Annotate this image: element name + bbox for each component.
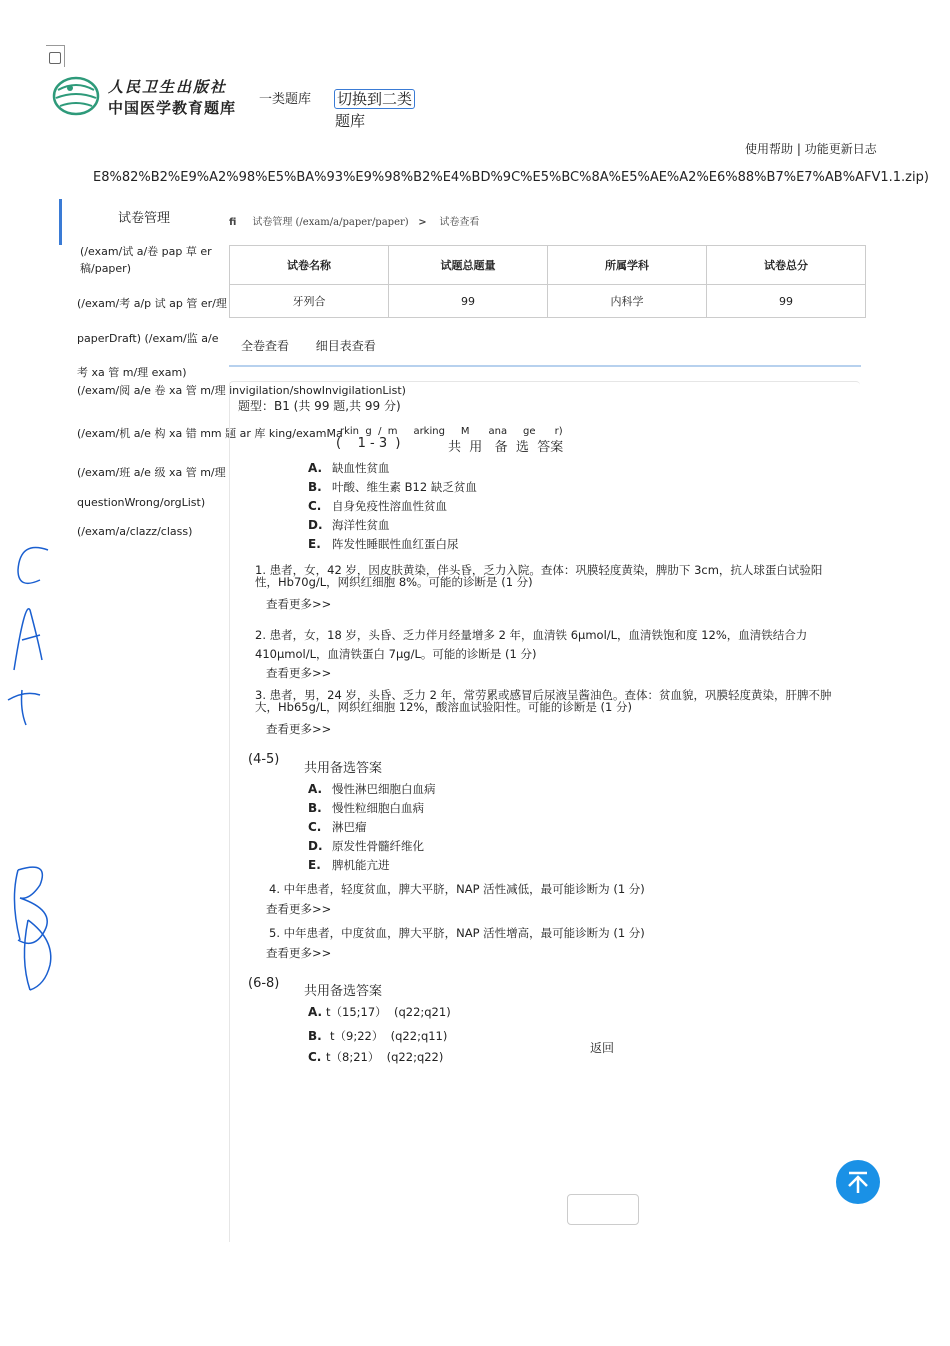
back-button[interactable]: 返回	[590, 1041, 615, 1055]
cell-total-score: 99	[707, 285, 866, 318]
handwriting-scribble	[0, 540, 70, 1000]
question-1: 1. 患者，女，42 岁，因皮肤黄染，伴头昏，乏力入院。查体：巩膜轻度黄染，脾肋下 3cm，抗人球蛋白试验阳性，Hb70g/L，网织红细胞 8%。可能的诊断是 (1 分)	[255, 563, 823, 589]
group1-option-e: E. 阵发性睡眠性血红蛋白尿	[308, 537, 459, 551]
window-checkbox[interactable]	[49, 52, 61, 64]
breadcrumb-paper-link[interactable]: 试卷管理 (/exam/a/paper/paper)	[252, 217, 409, 228]
group1-option-b: B. 叶酸、维生素 B12 缺乏贫血	[308, 480, 477, 494]
group3-range: (6-8)	[248, 976, 280, 991]
table-header-row	[230, 246, 866, 285]
group2-option-d: D. 原发性骨髓纤维化	[308, 839, 424, 853]
tab-detail-view[interactable]: 细目表查看	[315, 339, 376, 353]
group2-option-a: A. 慢性淋巴细胞白血病	[308, 782, 436, 796]
switch-bank-button[interactable]: 切换到二类	[334, 89, 415, 109]
back-to-top-button[interactable]	[836, 1160, 880, 1204]
cell-subject: 内科学	[548, 285, 707, 318]
view-tabs	[241, 337, 376, 354]
group2-option-c: C. 淋巴瘤	[308, 820, 367, 834]
sidebar-item-wrong-bank[interactable]: (/exam/机 a/e 构 xa 错 mm 题 ar 库 king/examMa	[77, 427, 343, 440]
tab-full-view[interactable]: 全卷查看	[241, 339, 290, 353]
logo-icon	[52, 76, 100, 116]
col-subject: 所属学科	[548, 246, 707, 285]
changelog-link[interactable]: 功能更新日志	[804, 142, 877, 156]
question-4: 4. 中年患者，轻度贫血，脾大平脐，NAP 活性减低，最可能诊断为 (1 分)	[269, 882, 645, 896]
group1-title: 共 用 备 选 答案	[448, 440, 564, 455]
more-link-q3[interactable]: 查看更多>>	[266, 722, 332, 736]
more-link-q2[interactable]: 查看更多>>	[266, 666, 332, 680]
garbled-text: rkin g / m arking M ana ge r)	[340, 426, 563, 437]
breadcrumb	[229, 213, 479, 228]
cell-paper-name: 牙列合	[230, 285, 389, 318]
group2-range: (4-5)	[248, 752, 280, 767]
group2-option-b: B. 慢性粒细胞白血病	[308, 801, 424, 815]
question-2: 2. 患者，女，18 岁，头昏、乏力伴月经量增多 2 年，血清铁 6μmol/L，血清铁饱和度 12%，血清铁结合力 410μmol/L，血清铁蛋白 7μg/L。可能的诊断是 (1 分)	[255, 628, 808, 661]
col-total-score: 试卷总分	[707, 246, 866, 285]
download-url-text[interactable]: E8%82%B2%E9%A2%98%E5%BA%93%E9%98%B2%E4%BD%9C%E5%BC%8A%E5%AE%A2%E6%88%B7%E7%AB%AFV1.1.zip)	[93, 170, 929, 185]
more-link-q1[interactable]: 查看更多>>	[266, 597, 332, 611]
more-link-q5[interactable]: 查看更多>>	[266, 946, 332, 960]
group1-option-c: C. 自身免疫性溶血性贫血	[308, 499, 447, 513]
group3-title: 共用备选答案	[304, 984, 383, 999]
group2-option-e: E. 脾机能亢进	[308, 858, 390, 872]
col-question-count: 试题总题量	[389, 246, 548, 285]
home-icon[interactable]: fi	[229, 217, 237, 228]
help-link[interactable]: 使用帮助	[745, 142, 794, 156]
cell-question-count: 99	[389, 285, 548, 318]
col-paper-name: 试卷名称	[230, 246, 389, 285]
group3-option-c: C. t（8;21） (q22;q22)	[308, 1050, 444, 1064]
breadcrumb-current: 试卷查看	[439, 217, 480, 228]
logo-product-text: 中国医学教育题库	[108, 99, 237, 117]
sidebar-item-invigilation[interactable]: 考 xa 管 m/理 exam)	[77, 366, 187, 379]
sidebar-item-paper[interactable]: (/exam/试 a/卷 pap 草 er	[80, 245, 212, 258]
more-link-q4[interactable]: 查看更多>>	[266, 902, 332, 916]
sidebar-item-exam-manage[interactable]: (/exam/考 a/p 试 ap 管 er/理	[77, 297, 227, 310]
current-bank-label: 一类题库	[259, 92, 312, 107]
arrow-up-icon	[836, 1160, 880, 1204]
sidebar-active-indicator	[59, 199, 62, 245]
sidebar-title[interactable]: 试卷管理	[118, 211, 171, 226]
table-row	[230, 285, 866, 318]
group3-option-b: B. t（9;22） (q22;q11)	[308, 1029, 448, 1043]
group2-title: 共用备选答案	[304, 761, 383, 776]
group1-range: ( 1 - 3 )	[336, 436, 401, 451]
tab-underline	[229, 365, 861, 367]
link-separator: |	[796, 142, 801, 156]
question-type-summary: 题型：B1 (共 99 题,共 99 分)	[238, 399, 401, 413]
pagination-box[interactable]	[567, 1194, 639, 1225]
sidebar-item-draft[interactable]: paperDraft) (/exam/监 a/e	[77, 332, 219, 345]
switch-bank-button-line2[interactable]: 题库	[335, 112, 366, 130]
group1-option-d: D. 海洋性贫血	[308, 518, 390, 532]
sidebar-item-wrong-org[interactable]: questionWrong/orgList)	[77, 496, 206, 509]
question-5: 5. 中年患者，中度贫血，脾大平脐，NAP 活性增高，最可能诊断为 (1 分)	[269, 926, 645, 940]
header-links	[745, 140, 877, 157]
window-corner-line	[64, 45, 65, 67]
paper-info-table	[229, 245, 866, 318]
question-3: 3. 患者，男，24 岁，头昏、乏力 2 年，常劳累或感冒后尿液呈酱油色。查体：贫血貌，巩膜轻度黄染，肝脾不肿大，Hb65g/L，网织红细胞 12%，酸溶血试验阳性。可能的诊断是 (1 分)	[255, 688, 832, 714]
sidebar-item-paper-cont[interactable]: 稿/paper)	[80, 262, 131, 275]
sidebar-item-class[interactable]: (/exam/班 a/e 级 xa 管 m/理	[77, 466, 226, 479]
window-corner-top	[46, 45, 64, 46]
group1-option-a: A. 缺血性贫血	[308, 461, 390, 475]
sidebar-item-marking[interactable]: (/exam/阅 a/e 卷 xa 管 m/理 invigilation/showInvigilationList)	[77, 384, 406, 397]
breadcrumb-arrow: >	[418, 217, 427, 228]
group3-option-a: A. t（15;17） (q22;q21)	[308, 1005, 451, 1019]
sidebar-item-clazz[interactable]: (/exam/a/clazz/class)	[77, 525, 193, 538]
logo-publisher-text: 人民卫生出版社	[108, 78, 228, 96]
